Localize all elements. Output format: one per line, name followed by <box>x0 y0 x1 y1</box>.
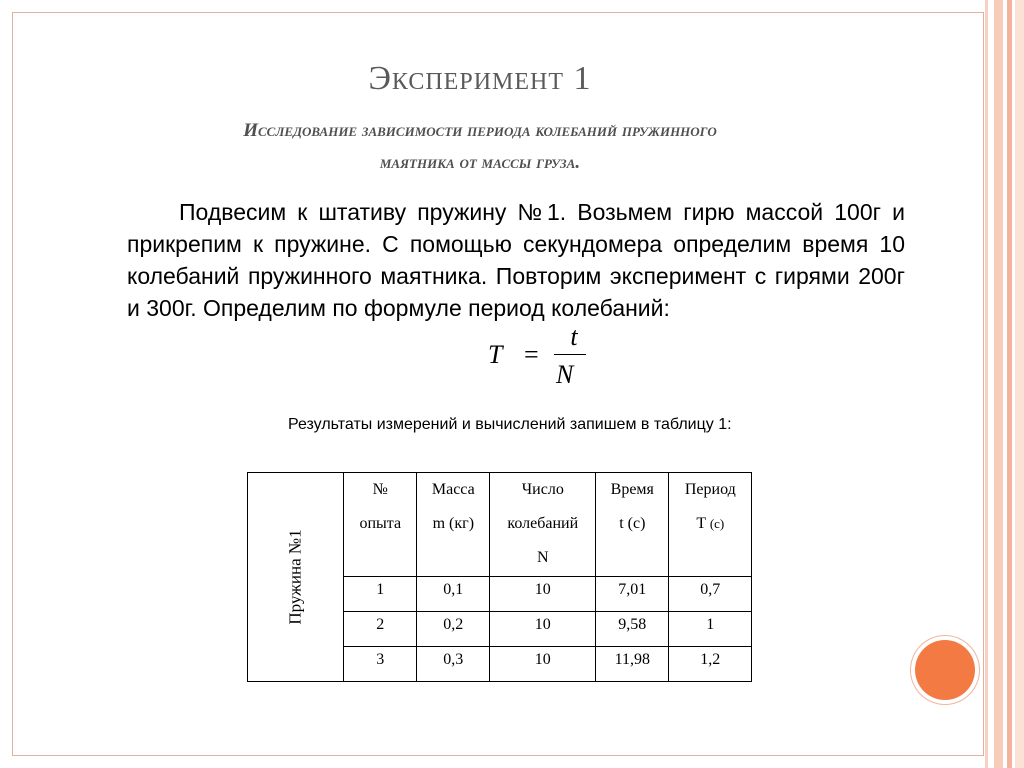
header-mass-line1: Масса <box>431 481 475 498</box>
cell-period: 1,2 <box>669 647 752 682</box>
formula-fraction-bar <box>554 354 586 355</box>
cell-time: 11,98 <box>596 647 669 682</box>
slide-title: Эксперимент 1 <box>368 60 592 97</box>
decor-stripe <box>994 0 1003 768</box>
cell-n: 3 <box>344 647 417 682</box>
header-period <box>669 473 752 577</box>
subtitle-line-1: Исследование зависимости периода колебаний пружинного <box>243 120 717 141</box>
formula-numerator: t <box>570 322 578 351</box>
header-time-line1: Время <box>610 481 654 498</box>
decor-stripe <box>1015 0 1024 768</box>
decor-stripe <box>1007 0 1012 768</box>
header-period-line2 <box>669 507 751 541</box>
table-caption: Результаты измерений и вычислений запишем в таблицу 1: <box>288 416 732 433</box>
header-period-line1: Период <box>684 481 736 498</box>
header-n <box>344 473 417 577</box>
cell-period: 1 <box>669 612 752 647</box>
formula-equals: = <box>524 340 539 369</box>
header-count-line2: колебаний <box>507 515 579 532</box>
header-mass-line2: m (кг) <box>432 515 475 532</box>
cell-time: 9,58 <box>596 612 669 647</box>
cell-count: 10 <box>490 647 596 682</box>
header-time <box>596 473 669 577</box>
body-paragraph: Подвесим к штативу пружину №1. Возьмем гирю массой 100г и прикрепим к пружине. С помощью секундомера определим время 10 колебаний пружинного маятника. Повторим эксперимент с гирями 200г и 300г. Определим по формуле период колебаний: <box>127 199 905 321</box>
cell-mass: 0,3 <box>417 647 490 682</box>
cell-time: 7,01 <box>596 577 669 612</box>
header-n-line1: № <box>372 481 388 498</box>
slide-subtitle <box>0 115 960 179</box>
header-mass <box>417 473 490 577</box>
cell-count: 10 <box>490 577 596 612</box>
decor-circle <box>915 640 975 700</box>
cell-mass: 0,1 <box>417 577 490 612</box>
header-period-unit: (с) <box>709 516 725 531</box>
header-count <box>490 473 596 577</box>
cell-count: 10 <box>490 612 596 647</box>
cell-n: 2 <box>344 612 417 647</box>
table-side-label: Пружина №1 <box>285 529 305 625</box>
header-count-line1: Число <box>521 481 564 498</box>
cell-period: 0,7 <box>669 577 752 612</box>
header-count-line3: N <box>537 549 549 566</box>
header-n-line2: опыта <box>359 515 402 532</box>
subtitle-line-2: маятника от массы груза. <box>379 152 581 173</box>
header-period-symbol: T <box>696 515 706 532</box>
formula-lhs: T <box>488 340 503 369</box>
table-side-label-cell <box>248 473 344 682</box>
formula-denominator: N <box>556 360 574 389</box>
decor-stripe <box>985 0 988 768</box>
cell-mass: 0,2 <box>417 612 490 647</box>
header-time-line2: t (с) <box>619 515 646 532</box>
results-table <box>247 472 752 682</box>
table-header-row <box>248 473 752 577</box>
cell-n: 1 <box>344 577 417 612</box>
